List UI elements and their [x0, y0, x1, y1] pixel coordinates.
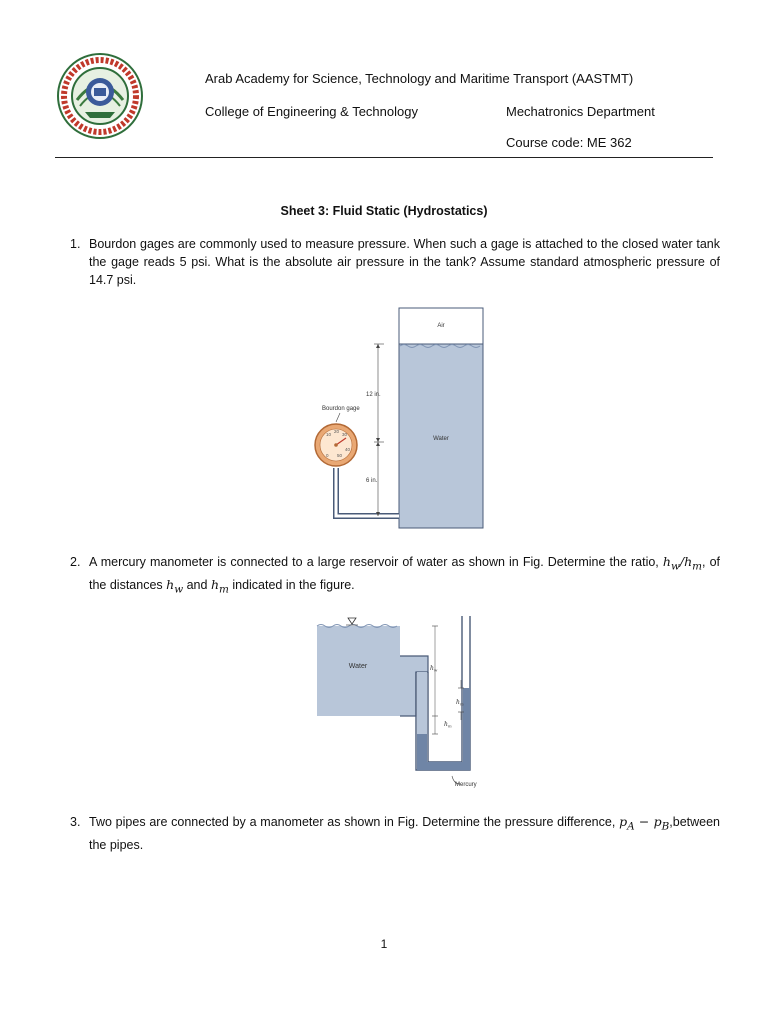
college-name: College of Engineering & Technology	[205, 104, 418, 119]
bourdon-gage-label: Bourdon gage	[322, 406, 360, 412]
hw-label: $h_w$	[430, 665, 438, 673]
dial-40: 40	[345, 447, 351, 452]
aastmt-logo	[55, 50, 145, 142]
question-2	[70, 553, 720, 598]
question-number: 1.	[70, 237, 81, 251]
question-text: Two pipes are connected by a manometer as shown in Fig. Determine the pressure difference, $p_A$ − $p_B,between$ the pipes.	[89, 814, 720, 852]
water-label: Water	[348, 663, 368, 670]
dial-50: 50	[337, 453, 343, 458]
course-code: Course code: ME 362	[506, 135, 632, 150]
dial-0: 0	[326, 453, 329, 458]
header-divider	[55, 157, 713, 158]
dial-20: 20	[334, 429, 340, 434]
institution-name: Arab Academy for Science, Technology and Maritime Transport (AASTMT)	[205, 71, 634, 86]
question-number: 2.	[70, 555, 81, 569]
question-number: 3.	[70, 815, 81, 829]
figure-mercury-manometer	[312, 612, 502, 792]
department-name: Mechatronics Department	[506, 104, 655, 119]
water-label: Water	[433, 436, 449, 442]
air-label: Air	[437, 323, 445, 329]
question-text: Bourdon gages are commonly used to measure pressure. When such a gage is attached to the closed water tank the gage reads 5 psi. What is the absolute air pressure in the tank? Assume standard atmospheric pressure of 14.7 psi.	[89, 237, 720, 287]
hm-label-upper: $h_m$	[456, 699, 464, 707]
dimension-6in: 6 in.	[366, 478, 378, 484]
dial-30: 30	[342, 432, 348, 437]
dimension-12in: 12 in.	[366, 392, 381, 398]
mercury-label: Mercury	[455, 782, 477, 788]
sheet-title: Sheet 3: Fluid Static (Hydrostatics)	[280, 204, 488, 218]
question-3	[70, 813, 720, 854]
dial-10: 10	[326, 432, 332, 437]
hm-label-lower: $h_m$	[444, 721, 452, 729]
figure-bourdon-gage	[308, 302, 498, 534]
page-number: 1	[380, 937, 388, 951]
question-text: A mercury manometer is connected to a large reservoir of water as shown in Fig. Determine the ratio, $h_w/h_m$, of the distances $h_w$ and $h_m$ indicated in the figure.	[89, 554, 721, 595]
question-1	[70, 235, 720, 289]
